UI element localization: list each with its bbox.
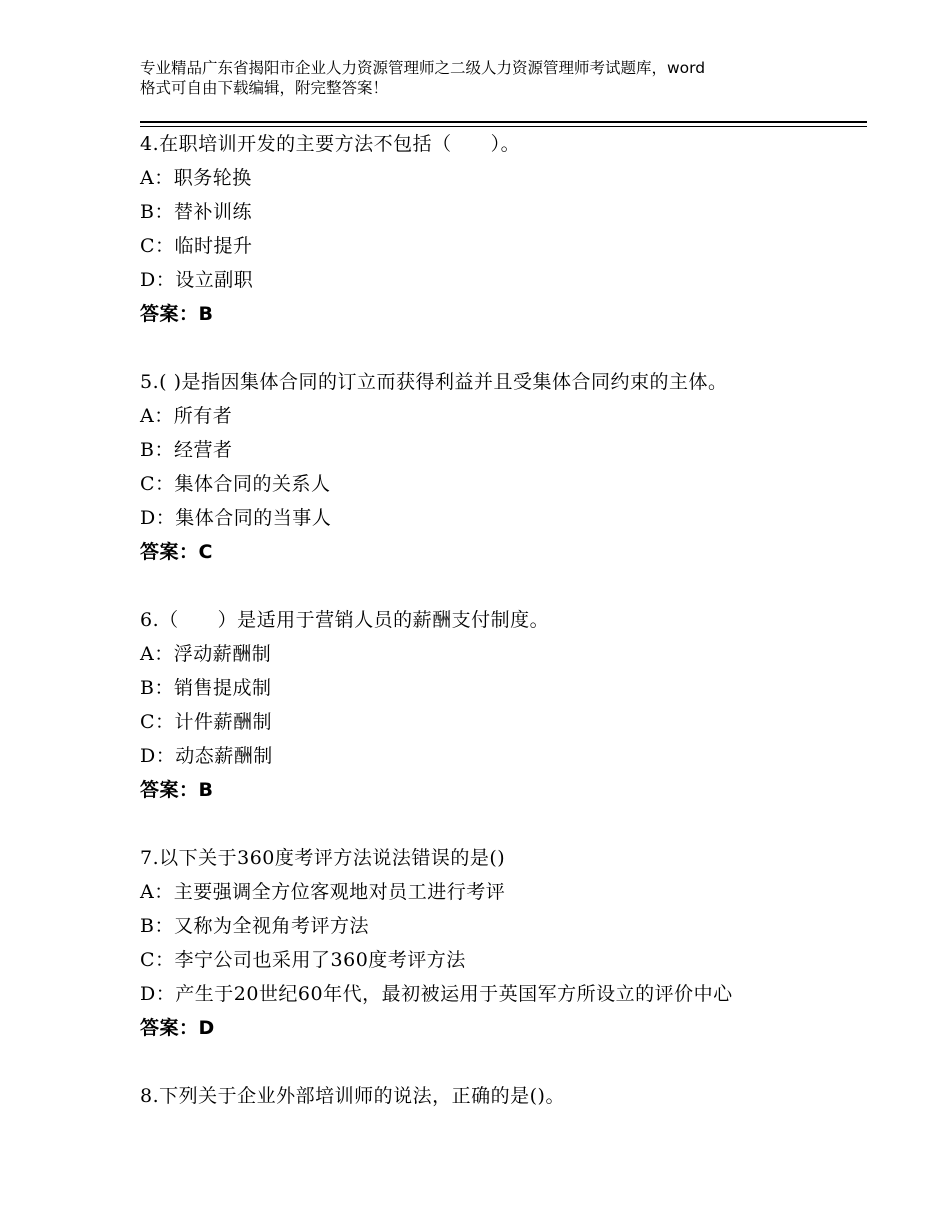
option-a: A：职务轮换	[140, 167, 252, 189]
spacer	[140, 1048, 860, 1082]
option-a: A：浮动薪酬制	[140, 643, 272, 665]
option-d: D：设立副职	[140, 269, 254, 291]
option-a: A：所有者	[140, 405, 233, 427]
option-c: C：集体合同的关系人	[140, 473, 331, 495]
option-d: D：集体合同的当事人	[140, 507, 332, 529]
spacer	[140, 572, 860, 606]
header-line-2: 格式可自由下载编辑，附完整答案！	[140, 79, 389, 97]
answer: 答案：B	[140, 303, 214, 325]
option-c: C：临时提升	[140, 235, 253, 257]
answer: 答案：C	[140, 541, 213, 563]
question-stem: 4.在职培训开发的主要方法不包括（ ）。	[140, 133, 521, 155]
question-stem: 6.（ ）是适用于营销人员的薪酬支付制度。	[140, 609, 550, 631]
question-4	[140, 130, 860, 334]
question-7	[140, 844, 860, 1048]
question-8	[140, 1082, 860, 1116]
question-5	[140, 368, 860, 572]
answer: 答案：B	[140, 779, 214, 801]
option-c: C：李宁公司也采用了360度考评方法	[140, 949, 466, 971]
option-d: D：动态薪酬制	[140, 745, 273, 767]
option-b: B：销售提成制	[140, 677, 272, 699]
header-line-1: 专业精品广东省揭阳市企业人力资源管理师之二级人力资源管理师考试题库，word	[140, 59, 706, 77]
question-list	[140, 130, 860, 1116]
question-stem: 5.( )是指因集体合同的订立而获得利益并且受集体合同约束的主体。	[140, 371, 728, 393]
header-rule-thin	[140, 126, 867, 127]
spacer	[140, 810, 860, 844]
option-a: A：主要强调全方位客观地对员工进行考评	[140, 881, 506, 903]
question-6	[140, 606, 860, 810]
question-stem: 8.下列关于企业外部培训师的说法，正确的是()。	[140, 1085, 565, 1107]
document-header	[140, 58, 840, 98]
option-c: C：计件薪酬制	[140, 711, 273, 733]
option-b: B：经营者	[140, 439, 233, 461]
question-stem: 7.以下关于360度考评方法说法错误的是()	[140, 847, 506, 869]
option-b: B：又称为全视角考评方法	[140, 915, 369, 937]
spacer	[140, 334, 860, 368]
header-rule-thick	[140, 121, 867, 123]
option-d: D：产生于20世纪60年代，最初被运用于英国军方所设立的评价中心	[140, 983, 733, 1005]
option-b: B：替补训练	[140, 201, 252, 223]
answer: 答案：D	[140, 1017, 215, 1039]
